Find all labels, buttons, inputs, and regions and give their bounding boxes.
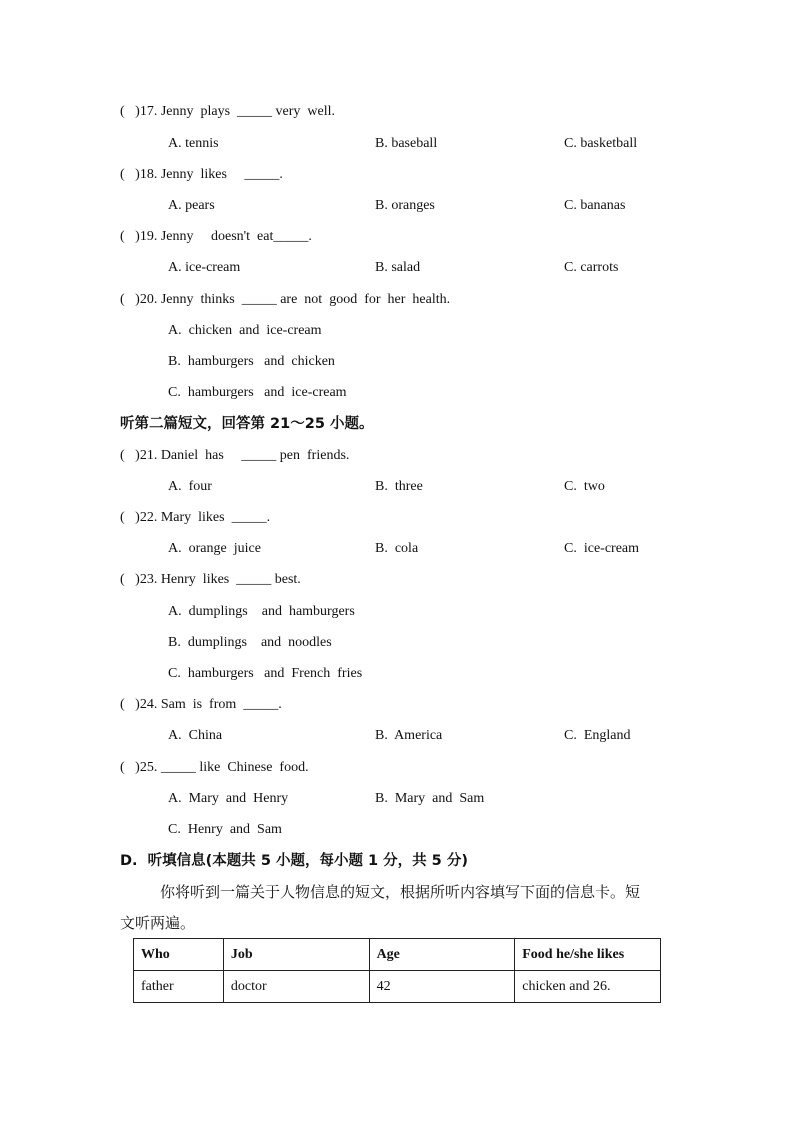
question-22: ( )22. Mary likes _____. <box>120 510 271 525</box>
q22-option-a: A. orange juice <box>168 541 261 556</box>
q20-option-b: B. hamburgers and chicken <box>168 354 335 369</box>
q17-option-b: B. baseball <box>375 136 438 151</box>
q25-option-b: B. Mary and Sam <box>375 791 485 806</box>
header-who: Who <box>134 939 224 971</box>
q24-option-b: B. America <box>375 728 443 743</box>
cell-job: doctor <box>223 971 369 1003</box>
q23-option-b: B. dumplings and noodles <box>168 635 332 650</box>
q18-option-b: B. oranges <box>375 198 435 213</box>
q19-option-a: A. ice-cream <box>168 260 241 275</box>
cell-who: father <box>134 971 224 1003</box>
q19-option-b: B. salad <box>375 260 421 275</box>
question-20: ( )20. Jenny thinks _____ are not good for her health. <box>120 292 451 307</box>
question-18: ( )18. Jenny likes _____. <box>120 167 283 182</box>
question-21: ( )21. Daniel has _____ pen friends. <box>120 448 350 463</box>
q17-option-a: A. tennis <box>168 136 219 151</box>
q22-option-b: B. cola <box>375 541 419 556</box>
q25-option-a: A. Mary and Henry <box>168 791 289 806</box>
q24-option-c: C. England <box>564 728 631 743</box>
q18-option-c: C. bananas <box>564 198 626 213</box>
q24-option-a: A. China <box>168 728 223 743</box>
q20-option-c: C. hamburgers and ice-cream <box>168 385 347 400</box>
q20-option-a: A. chicken and ice-cream <box>168 323 322 338</box>
section-d-instruction: 你将听到一篇关于人物信息的短文，根据所听内容填写下面的信息卡。短 <box>160 883 641 901</box>
q23-option-a: A. dumplings and hamburgers <box>168 604 355 619</box>
cell-food: chicken and 26. <box>515 971 661 1003</box>
section-intro: 听第二篇短文，回答第 21～25 小题。 <box>120 416 374 432</box>
question-25: ( )25. _____ like Chinese food. <box>120 760 309 775</box>
section-d-title: D. 听填信息(本题共 5 小题，每小题 1 分，共 5 分) <box>120 853 468 869</box>
section-d-instruction-cont: 文听两遍。 <box>120 914 196 932</box>
table-header-row <box>134 939 661 971</box>
q23-option-c: C. hamburgers and French fries <box>168 666 363 681</box>
q19-option-c: C. carrots <box>564 260 619 275</box>
info-card-table <box>133 938 661 1003</box>
table-row <box>134 971 661 1003</box>
question-23: ( )23. Henry likes _____ best. <box>120 572 301 587</box>
question-24: ( )24. Sam is from _____. <box>120 697 282 712</box>
q21-option-c: C. two <box>564 479 605 494</box>
q25-option-c: C. Henry and Sam <box>168 822 282 837</box>
q21-option-b: B. three <box>375 479 423 494</box>
q17-option-c: C. basketball <box>564 136 638 151</box>
q22-option-c: C. ice-cream <box>564 541 640 556</box>
cell-age: 42 <box>369 971 515 1003</box>
q18-option-a: A. pears <box>168 198 215 213</box>
header-food: Food he/she likes <box>515 939 661 971</box>
header-job: Job <box>223 939 369 971</box>
q21-option-a: A. four <box>168 479 212 494</box>
question-19: ( )19. Jenny doesn't eat_____. <box>120 229 312 244</box>
question-17: ( )17. Jenny plays _____ very well. <box>120 104 336 119</box>
header-age: Age <box>369 939 515 971</box>
